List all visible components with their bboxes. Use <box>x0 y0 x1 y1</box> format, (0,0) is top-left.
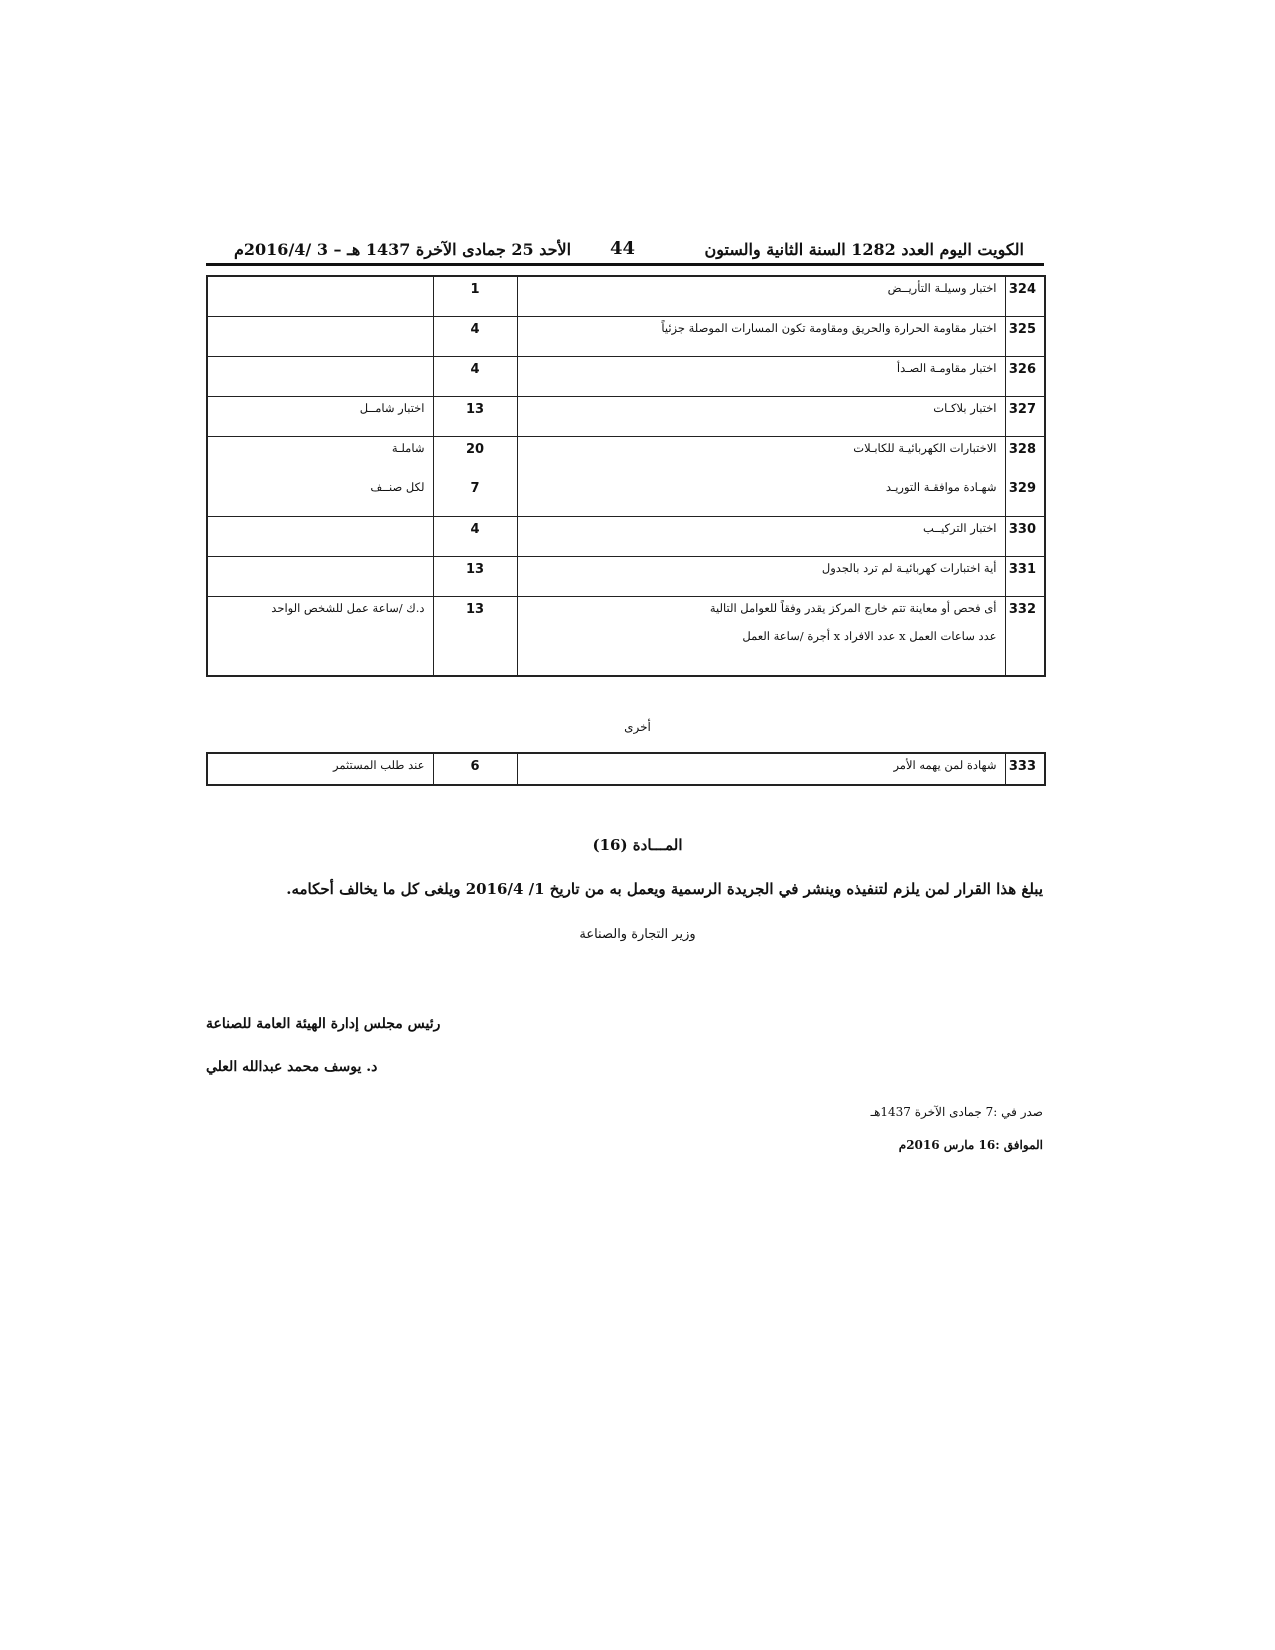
decree-body-text: يبلغ هذا القرار لمن يلزم لتنفيذه وينشر في الجريدة الرسمية ويعمل به من تاريخ 1/ 2016/4 ويلغى كل ما يخالف أحكامه. <box>286 880 1043 898</box>
table-row <box>207 356 1045 396</box>
row-description <box>517 596 1005 676</box>
row-number: 332 <box>1005 596 1045 676</box>
page-number: 44 <box>610 238 636 259</box>
row-number: 333 <box>1005 753 1045 785</box>
row-fee: 13 <box>433 596 517 676</box>
row-fee: 7 <box>433 476 517 516</box>
corresponding-date: الموافق :16 مارس 2016م <box>898 1138 1043 1152</box>
row-note <box>207 276 433 316</box>
signatory-title: رئيس مجلس إدارة الهيئة العامة للصناعة <box>206 1016 441 1032</box>
row-note <box>207 516 433 556</box>
table-row <box>207 276 1045 316</box>
row-number: 329 <box>1005 476 1045 516</box>
row-number: 328 <box>1005 436 1045 476</box>
table-row <box>207 753 1045 785</box>
row-fee: 4 <box>433 516 517 556</box>
row-note: لكل صنــف <box>207 476 433 516</box>
issue-date: صدر في :7 جمادى الآخرة 1437هـ <box>870 1105 1043 1119</box>
header-issue-info: الكويت اليوم العدد 1282 السنة الثانية والستون <box>704 240 1024 259</box>
row-description: اختبار وسيلـة التأريــض <box>517 276 1005 316</box>
row-description-line2: عدد ساعات العمل x عدد الافراد x أجرة /ساعة العمل <box>742 628 997 643</box>
row-description: اختبار مقاومة الحرارة والحريق ومقاومة تكون المسارات الموصلة جزئياً <box>517 316 1005 356</box>
row-note: د.ك /ساعة عمل للشخص الواحد <box>207 596 433 676</box>
row-note <box>207 316 433 356</box>
section-heading-other: أخرى <box>624 720 651 734</box>
row-number: 325 <box>1005 316 1045 356</box>
row-description: شهادة لمن يهمه الأمر <box>517 753 1005 785</box>
minister-title: وزير التجارة والصناعة <box>579 927 696 942</box>
row-fee: 13 <box>433 396 517 436</box>
row-number: 324 <box>1005 276 1045 316</box>
row-description-line1: أى فحص أو معاينة تتم خارج المركز يقدر وفقاً للعوامل التالية <box>709 600 997 615</box>
page-header <box>206 236 1044 262</box>
row-description: أية اختبارات كهربائيـة لم ترد بالجدول <box>517 556 1005 596</box>
row-note: اختبار شامــل <box>207 396 433 436</box>
row-description: شهـادة موافقـة التوريـد <box>517 476 1005 516</box>
fees-table <box>206 275 1046 677</box>
row-description: الاختبارات الكهربائيـة للكابـلات <box>517 436 1005 476</box>
row-fee: 13 <box>433 556 517 596</box>
table-row <box>207 316 1045 356</box>
row-number: 327 <box>1005 396 1045 436</box>
header-rule <box>206 263 1044 266</box>
article-heading: المـــادة (16) <box>592 836 683 854</box>
table-row <box>207 436 1045 476</box>
row-fee: 4 <box>433 316 517 356</box>
row-note: شاملـة <box>207 436 433 476</box>
table-row <box>207 596 1045 676</box>
table-row <box>207 516 1045 556</box>
row-fee: 20 <box>433 436 517 476</box>
row-number: 330 <box>1005 516 1045 556</box>
row-number: 326 <box>1005 356 1045 396</box>
row-description: اختبار مقاومـة الصـدأ <box>517 356 1005 396</box>
row-note <box>207 556 433 596</box>
row-description: اختبار بلاكـات <box>517 396 1005 436</box>
other-fees-table <box>206 752 1046 786</box>
row-note <box>207 356 433 396</box>
row-fee: 6 <box>433 753 517 785</box>
row-fee: 4 <box>433 356 517 396</box>
signatory-name <box>206 1059 506 1075</box>
table-row <box>207 396 1045 436</box>
row-description: اختبار التركيــب <box>517 516 1005 556</box>
signatory-name-text: د. يوسف محمد عبدالله العلي <box>206 1059 378 1075</box>
row-fee: 1 <box>433 276 517 316</box>
header-date: الأحد 25 جمادى الآخرة 1437 هـ – 3 /2016/4م <box>234 240 572 259</box>
row-number: 331 <box>1005 556 1045 596</box>
table-row <box>207 476 1045 516</box>
table-row <box>207 556 1045 596</box>
row-note: عند طلب المستثمر <box>207 753 433 785</box>
